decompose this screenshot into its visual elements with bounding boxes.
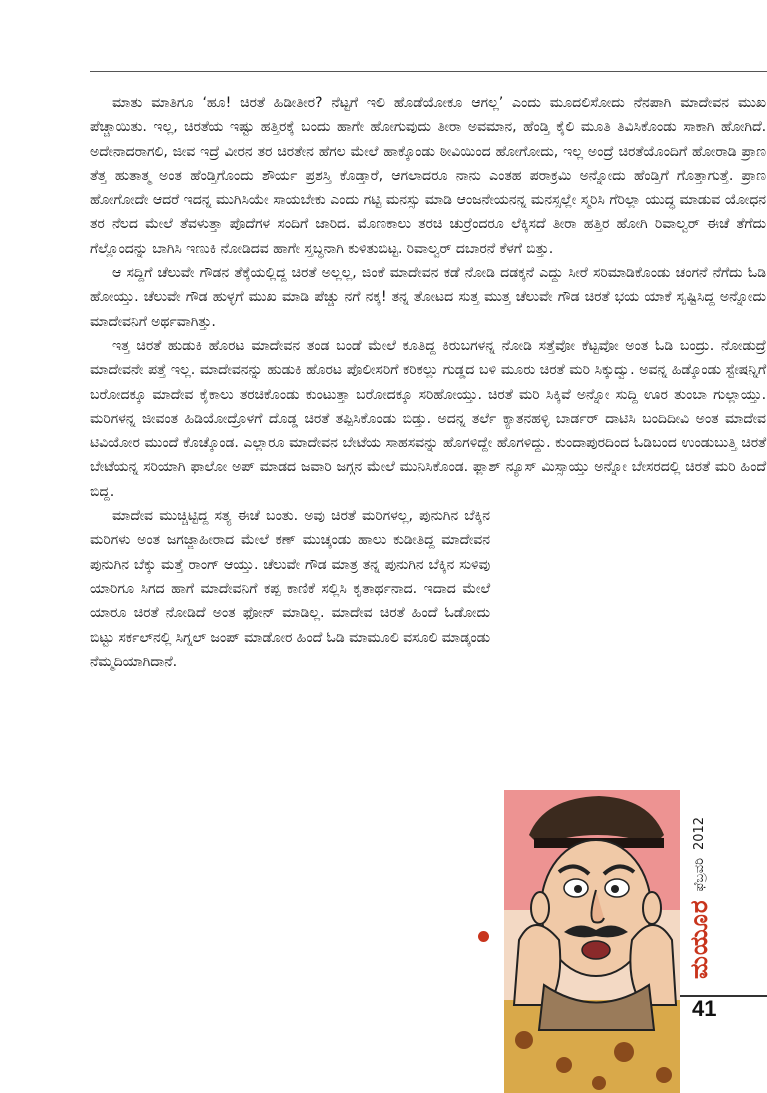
cartoon-illustration xyxy=(504,790,680,1093)
article-body xyxy=(90,91,766,674)
page-number: 41 xyxy=(692,996,717,1021)
paragraph-1: ಮಾತು ಮಾತಿಗೂ ‘ಹೂ! ಚಿರತೆ ಹಿಡೀತೀರ? ನೆಟ್ಟಗೆ ಇಲಿ ಹೊಡೆಯೋಕೂ ಆಗಲ್ಲ’ ಎಂದು ಮೂದಲಿಸೋದು ನೆನಪಾಗಿ ಮಾದೇವನ ಮುಖ ಪೆಚ್ಚಾಯಿತು. ಇಲ್ಲ, ಚಿರತೆಯ ಇಷ್ಟು ಹತ್ತಿರಕ್ಕೆ ಬಂದು ಹಾಗೇ ಹೋಗುವುದು ತೀರಾ ಅವಮಾನ, ಹೆಂಡ್ತಿ ಕೈಲಿ ಮೂತಿ ತಿವಿಸಿಕೊಂಡು ಸಾಕಾಗಿ ಹೋಗಿದೆ. ಅದೇನಾದರಾಗಲಿ, ಜೀವ ಇದ್ರೆ ವೀರನ ತರ ಚಿರತೇನ ಹೆಗಲ ಮೇಲೆ ಹಾಕ್ಕೊಂಡು ಠೀವಿಯಿಂದ ಹೋಗೋದು, ಇಲ್ಲ ಅಂದ್ರೆ ಚಿರತೆಯೊಂದಿಗೆ ಹೋರಾಡಿ ಪ್ರಾಣ ತೆತ್ತ ಹುತಾತ್ಮ ಅಂತ ಹೆಂಡ್ತಿಗೊಂದು ಶೌರ್ಯ ಪ್ರಶಸ್ತಿ ಕೊಡ್ತಾರೆ, ಆಗಲಾದರೂ ನಾನು ಎಂತಹ ಪರಾಕ್ರಮಿ ಅನ್ನೋದು ಹೆಂಡ್ತಿಗೆ ಗೊತ್ತಾಗುತ್ತೆ. ಪ್ರಾಣ ಹೋಗೋದೇ ಆದರೆ ಇದನ್ನ ಮುಗಿಸಿಯೇ ಸಾಯಬೇಕು ಎಂದು ಗಟ್ಟಿ ಮನಸ್ಸು ಮಾಡಿ ಆಂಜನೇಯನನ್ನ ಮನಸ್ಸಲ್ಲೇ ಸ್ಮರಿಸಿ ಗೆರಿಲ್ಲಾ ಯುದ್ಧ ಮಾಡುವ ಯೋಧನ ತರ ನೆಲದ ಮೇಲೆ ತೆವಳುತ್ತಾ ಪೊದೆಗಳ ಸಂದಿಗೆ ಜಾರಿದ. ಮೊಣಕಾಲು ತರಚಿ ಚುರ್ರೆಂದರೂ ಲೆಕ್ಕಿಸದೆ ತೀರಾ ಹತ್ತಿರ ಹೋಗಿ ರಿವಾಲ್ವರ್ ಈಚೆ ತೆಗೆದು ಗೆಲ್ಲೊಂದನ್ನು ಬಾಗಿಸಿ ಇಣುಕಿ ನೋಡಿದವ ಹಾಗೇ ಸ್ತಬ್ಧನಾಗಿ ಕುಳಿತುಬಿಟ್ಟ. ರಿವಾಲ್ವರ್ ದಬಾರನೆ ಕೆಳಗೆ ಬಿತ್ತು. xyxy=(90,95,766,257)
paragraph-3: ಇತ್ತ ಚಿರತೆ ಹುಡುಕಿ ಹೊರಟ ಮಾದೇವನ ತಂಡ ಬಂಡೆ ಮೇಲೆ ಕೂತಿದ್ದ ಕಿರುಬಗಳನ್ನ ನೋಡಿ ಸತ್ತೆವೋ ಕೆಟ್ಟವೋ ಅಂತ ಓಡಿ ಬಂದ್ರು. ನೋಡುದ್ರೆ ಮಾದೇವನೇ ಪತ್ತೆ ಇಲ್ಲ. ಮಾದೇವನನ್ನು ಹುಡುಕಿ ಹೊರಟ ಪೊಲೀಸರಿಗೆ ಕರಿಕಲ್ಲು ಗುಡ್ಡದ ಬಳಿ ಮೂರು ಚಿರತೆ ಮರಿ ಸಿಕ್ಕುದ್ವು. ಅವನ್ನ ಹಿಡ್ಕೊಂಡು ಸ್ಟೇಷನ್ನಿಗೆ ಬರೋದಕ್ಕೂ ಮಾದೇವ ಕೈಕಾಲು ತರಚಿಕೊಂಡು ಕುಂಟುತ್ತಾ ಬರೋದಕ್ಕೂ ಸರಿಹೋಯ್ತು. ಚಿರತೆ ಮರಿ ಸಿಕ್ಕಿವೆ ಅನ್ನೋ ಸುದ್ದಿ ಊರ ತುಂಬಾ ಗುಲ್ಲಾಯ್ತು. ಮರಿಗಳನ್ನ ಜೀವಂತ ಹಿಡಿಯೋದ್ರೊಳಗೆ ದೊಡ್ಡ ಚಿರತೆ ತಪ್ಪಿಸಿಕೊಂಡು ಬಿಡ್ತು. ಅದನ್ನ ತರ್ಲೆ ಕ್ಯಾತನಹಳ್ಳಿ ಬಾರ್ಡರ್ ದಾಟಿಸಿ ಬಂದಿದೀವಿ ಅಂತ ಮಾದೇವ ಟಿವಿಯೋರ ಮುಂದೆ ಕೊಚ್ಕೊಂಡ. ಎಲ್ಲಾರೂ ಮಾದೇವನ ಬೇಟೆಯ ಸಾಹಸವನ್ನು ಹೊಗಳಿದ್ದೇ ಹೊಗಳಿದ್ದು. ಕುಂದಾಪುರದಿಂದ ಓಡಿಬಂದ ಉಂಡುಬುತ್ತಿ ಚಿರತೆ ಬೇಟೆಯನ್ನ ಸರಿಯಾಗಿ ಫಾಲೋ ಅಪ್ ಮಾಡದ ಜವಾರಿ ಜಗ್ಗನ ಮೇಲೆ ಮುನಿಸಿಕೊಂಡ. ಫ್ಲಾಶ್ ನ್ಯೂಸ್ ಮಿಸ್ಸಾಯ್ತು ಅನ್ನೋ ಬೇಸರದಲ್ಲಿ ಚಿರತೆ ಮರಿ ಹಿಂದೆ ಬಿದ್ದ. xyxy=(90,337,766,500)
issue-year: 2012 xyxy=(691,816,707,851)
end-mark-dot xyxy=(478,931,489,942)
paragraph-2: ಆ ಸದ್ದಿಗೆ ಚೆಲುವೇ ಗೌಡನ ತೆಕ್ಕೆಯಲ್ಲಿದ್ದ ಚಿರತೆ ಅಲ್ಲಲ್ಲ, ಜಿಂಕೆ ಮಾದೇವನ ಕಡೆ ನೋಡಿ ದಡಕ್ಕನೆ ಎದ್ದು ಸೀರೆ ಸರಿಮಾಡಿಕೊಂಡು ಚಂಗನೆ ನೆಗೆದು ಓಡಿ ಹೋಯ್ತು. ಚೆಲುವೇ ಗೌಡ ಹುಳ್ಳಗೆ ಮುಖ ಮಾಡಿ ಪೆಚ್ಚು ನಗೆ ನಕ್ಕ! ತನ್ನ ತೋಟದ ಸುತ್ತ ಮುತ್ತ ಚೆಲುವೇ ಗೌಡ ಚಿರತೆ ಭಯ ಯಾಕೆ ಸೃಷ್ಟಿಸಿದ್ದ ಅನ್ನೋದು ಮಾದೇವನಿಗೆ ಅರ್ಥವಾಗಿತ್ತು. xyxy=(90,265,766,330)
masthead xyxy=(682,799,716,979)
magazine-title: ಮಯೂರ xyxy=(685,899,713,979)
paragraph-4: ಮಾದೇವ ಮುಚ್ಚಿಟ್ಟಿದ್ದ ಸತ್ಯ ಈಚೆ ಬಂತು. ಅವು ಚಿರತೆ ಮರಿಗಳಲ್ಲ, ಪುನುಗಿನ ಬೆಕ್ಕಿನ ಮರಿಗಳು ಅಂತ ಜಗಜ್ಜಾಹೀರಾದ ಮೇಲೆ ಕಣ್ ಮುಚ್ಕಂಡು ಹಾಲು ಕುಡೀತಿದ್ದ ಮಾದೇವನ ಪುನುಗಿನ ಬೆಕ್ಕು ಮತ್ತೆ ರಾಂಗ್ ಆಯ್ತು. ಚೆಲುವೇ ಗೌಡ ಮಾತ್ರ ತನ್ನ ಪುನುಗಿನ ಬೆಕ್ಕಿನ ಸುಳಿವು ಯಾರಿಗೂ ಸಿಗದ ಹಾಗೆ ಮಾದೇವನಿಗೆ ಕಪ್ಪ ಕಾಣಿಕೆ ಸಲ್ಲಿಸಿ ಕೃತಾರ್ಥನಾದ. ಇದಾದ ಮೇಲೆ ಯಾರೂ ಚಿರತೆ ನೋಡಿದೆ ಅಂತ ಫೋನ್ ಮಾಡಿಲ್ಲ. ಮಾದೇವ ಚಿರತೆ ಹಿಂದೆ ಓಡೋದು ಬಿಟ್ಟು ಸರ್ಕಲ್‌ನಲ್ಲಿ ಸಿಗ್ನಲ್ ಜಂಪ್ ಮಾಡೋರ ಹಿಂದೆ ಓಡಿ ಮಾಮೂಲಿ ವಸೂಲಿ ಮಾಡ್ಕಂಡು ನೆಮ್ಮದಿಯಾಗಿದಾನೆ. xyxy=(90,508,490,670)
top-rule xyxy=(90,71,767,72)
issue-month: ಫೆಬ್ರವರಿ xyxy=(691,858,707,892)
